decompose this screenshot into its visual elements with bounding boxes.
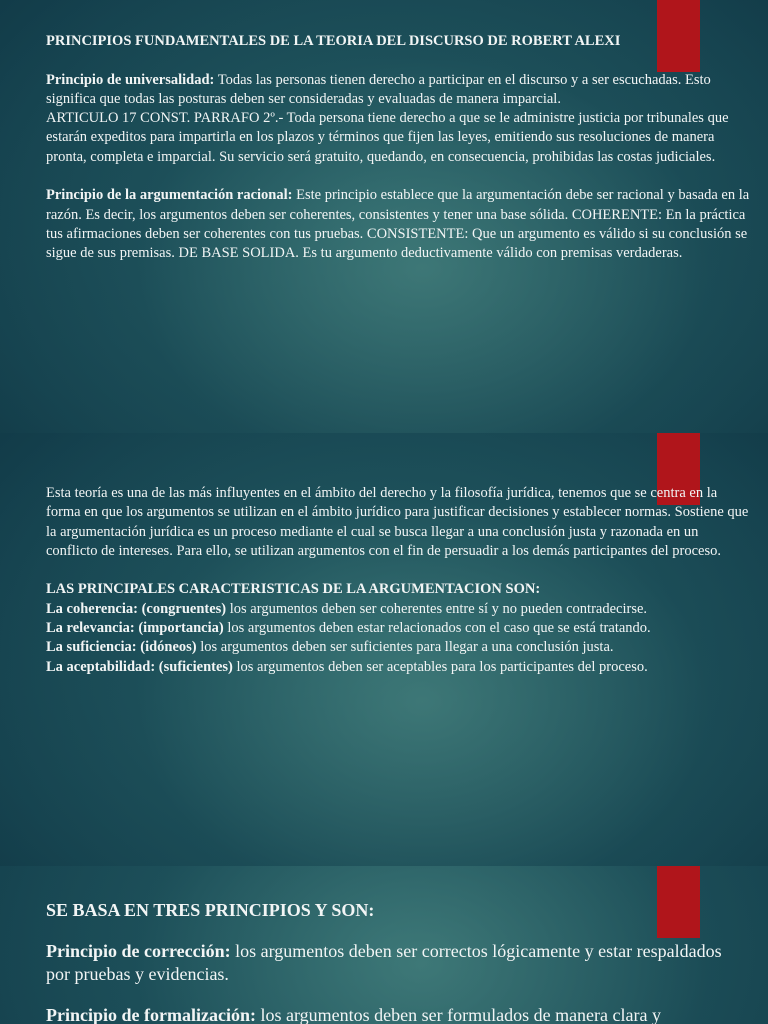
formalization-label: Principio de formalización:: [46, 1004, 256, 1024]
correction-text: los argumentos deben ser correctos lógicamente y estar respaldados por pruebas y evidencias.: [46, 940, 722, 984]
formalization-paragraph: [46, 1004, 736, 1024]
characteristics-heading: LAS PRINCIPALES CARACTERISTICAS DE LA ARGUMENTACION SON:: [46, 581, 541, 598]
slide-3-content: [46, 899, 736, 1024]
characteristic-text: los argumentos deben ser aceptables para los participantes del proceso.: [232, 658, 648, 675]
characteristic-item: [46, 658, 752, 677]
characteristic-item: [46, 619, 752, 638]
characteristic-item: [46, 600, 752, 619]
characteristic-label: La suficiencia: (idóneos): [46, 639, 197, 656]
formalization-text: los argumentos deben ser formulados de manera clara y: [255, 1004, 661, 1024]
three-principles-heading: SE BASA EN TRES PRINCIPIOS Y SON:: [46, 900, 375, 920]
characteristic-label: La aceptabilidad: (suficientes): [46, 658, 233, 675]
slide-1-content: [46, 32, 752, 264]
universality-label: Principio de universalidad:: [46, 71, 215, 88]
characteristic-label: La coherencia: (congruentes): [46, 600, 227, 617]
rational-argumentation-paragraph: [46, 186, 752, 263]
correction-paragraph: [46, 940, 736, 987]
characteristic-text: los argumentos deben ser coherentes entre sí y no pueden contradecirse.: [226, 600, 648, 617]
universality-paragraph: [46, 71, 752, 110]
slide-1: [0, 0, 768, 433]
characteristic-label: La relevancia: (importancia): [46, 620, 224, 637]
slide-3: [0, 866, 768, 1024]
intro-paragraph: Esta teoría es una de las más influyentes en el ámbito del derecho y la filosofía jurídica, tenemos que se centra en la forma en que los argumentos se utilizan en el ámbito jurídico para justificar decisiones y establecer normas. Sostiene que la argumentación jurídica es un proceso mediante el cual se busca llegar a una conclusión justa y razonada en un conflicto de intereses. Para ello, se utilizan argumentos con el fin de persuadir a los demás participantes del proceso.: [46, 485, 749, 559]
rational-argumentation-text: Este principio establece que la argumentación debe ser racional y basada en la razón. Es decir, los argumentos deben ser coherentes, consistentes y tener una base sólida. COHERENTE: En la práctica tus afirmaciones deben ser coherentes con tus pruebas. CONSISTENTE: Que un argumento es válido si su conclusión se sigue de sus premisas. DE BASE SOLIDA. Es tu argumento deductivamente válido con premisas verdaderas.: [46, 187, 750, 262]
correction-label: Principio de corrección:: [46, 940, 231, 961]
slide-1-title: PRINCIPIOS FUNDAMENTALES DE LA TEORIA DEL DISCURSO DE ROBERT ALEXI: [46, 33, 621, 49]
slide-2: [0, 433, 768, 866]
universality-text: Todas las personas tienen derecho a participar en el discurso y a ser escuchadas. Esto significa que todas las posturas deben ser consideradas y evaluadas de manera imparcial.: [46, 71, 711, 107]
slide-2-content: [46, 484, 752, 677]
rational-argumentation-label: Principio de la argumentación racional:: [46, 187, 293, 204]
characteristic-text: los argumentos deben estar relacionados con el caso que se está tratando.: [223, 620, 651, 637]
characteristic-text: los argumentos deben ser suficientes para llegar a una conclusión justa.: [196, 639, 614, 656]
article-17-text: ARTICULO 17 CONST. PARRAFO 2º.- Toda persona tiene derecho a que se le administre justicia por tribunales que estarán expeditos para impartirla en los plazos y términos que fijen las leyes, emitiendo sus resoluciones de manera pronta, completa e imparcial. Su servicio será gratuito, quedando, en consecuencia, prohibidas las costas judiciales.: [46, 110, 729, 165]
characteristic-item: [46, 638, 752, 657]
